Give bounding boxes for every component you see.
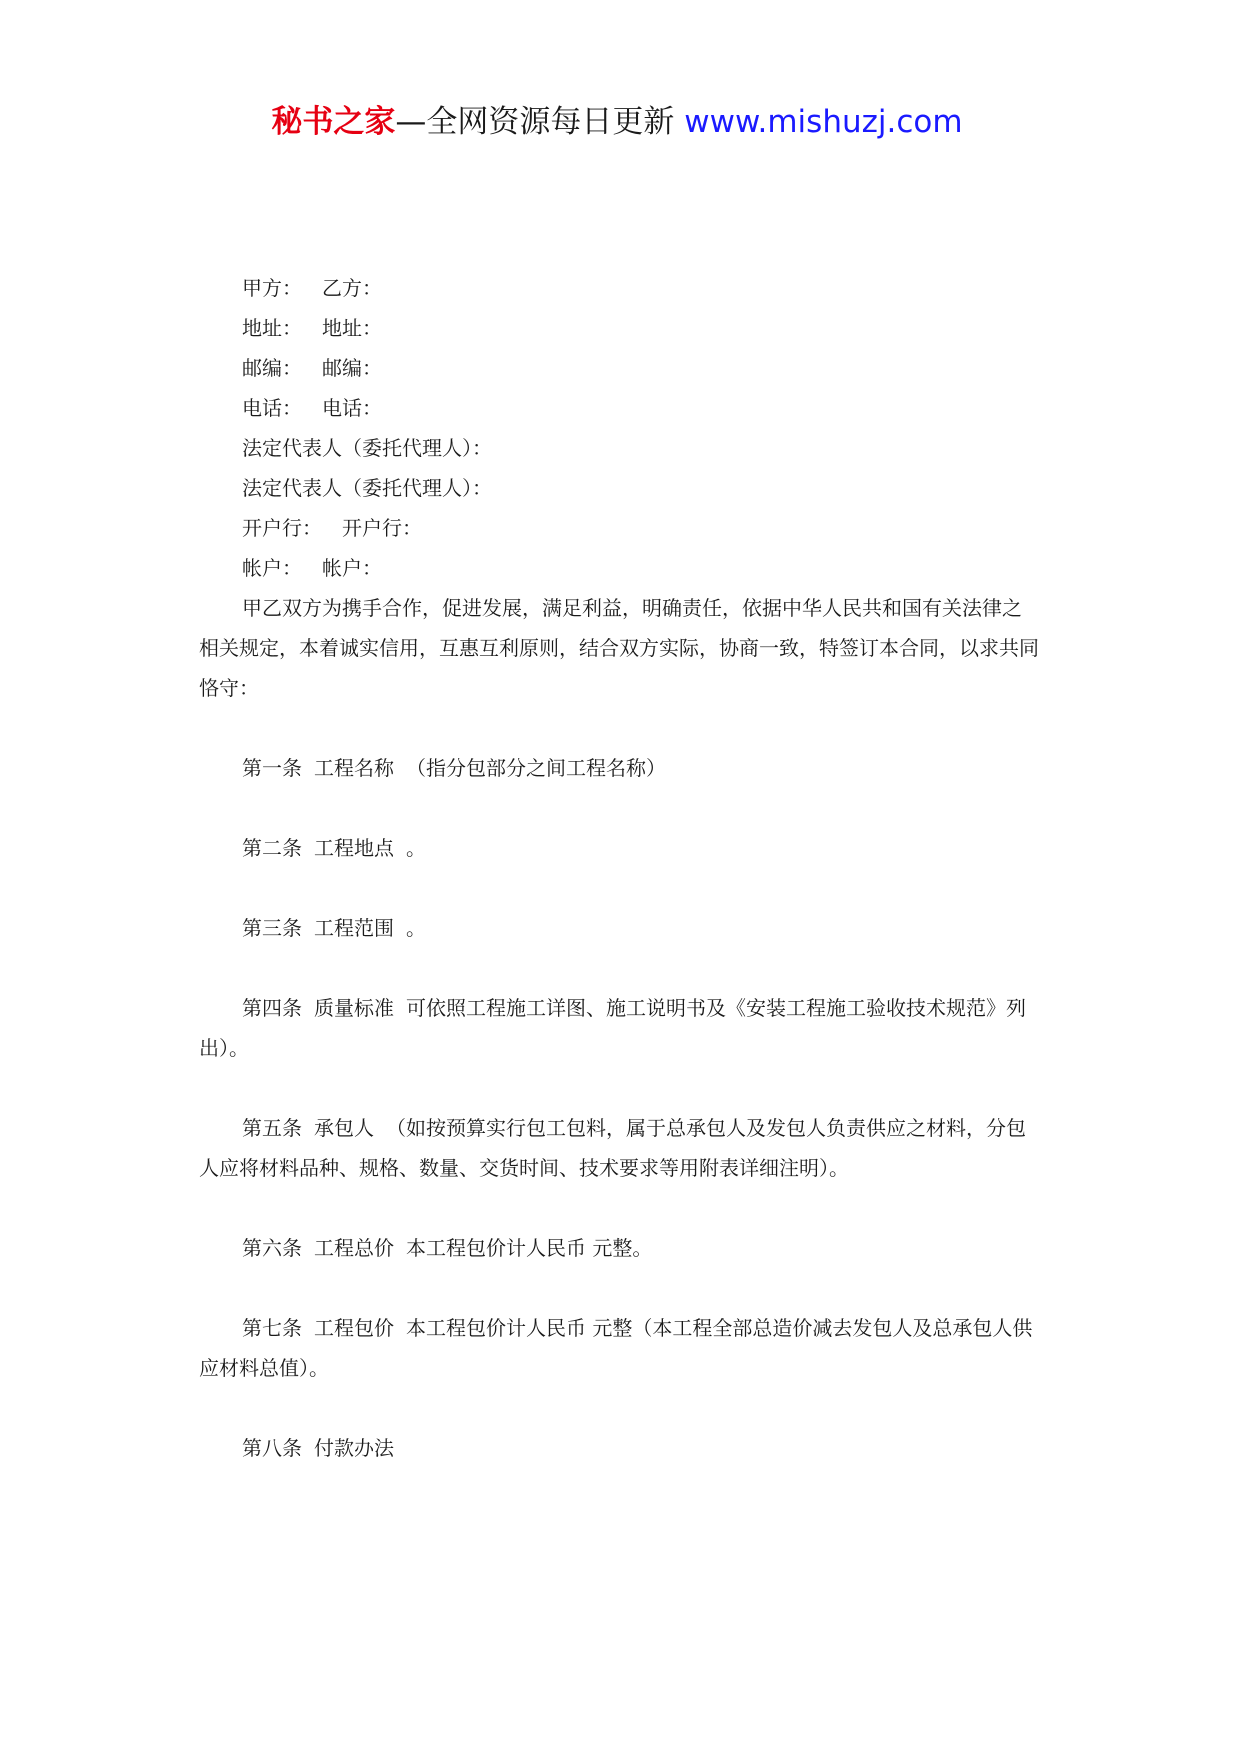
article-number: 第八条 [242, 1436, 302, 1460]
article-number: 第二条 [242, 836, 302, 860]
article-body: 。 [406, 836, 426, 860]
party-b-label: 邮编： [322, 356, 382, 380]
article-title: 工程范围 [314, 916, 394, 940]
party-b-label: 帐户： [322, 556, 382, 580]
party-line [199, 388, 1039, 428]
article-2 [199, 828, 1039, 868]
article-title: 工程名称 [314, 756, 394, 780]
article-title: 质量标准 [314, 996, 394, 1020]
brand-name: 秘书之家 [271, 104, 396, 140]
article-number: 第五条 [242, 1116, 302, 1140]
article-number: 第六条 [242, 1236, 302, 1260]
party-a-label: 甲方： [242, 276, 302, 300]
party-line [199, 548, 1039, 588]
article-4 [199, 988, 1039, 1068]
party-line [199, 428, 1039, 468]
article-body: 本工程包价计人民币 元整。 [406, 1236, 653, 1260]
article-title: 付款办法 [314, 1436, 394, 1460]
party-b-label: 电话： [322, 396, 382, 420]
party-b-label: 地址： [322, 316, 382, 340]
party-a-label: 电话： [242, 396, 302, 420]
page-header [0, 100, 1234, 144]
party-a-label: 地址： [242, 316, 302, 340]
party-line [199, 508, 1039, 548]
contract-body [199, 268, 1039, 1468]
party-a-label: 开户行： [242, 516, 322, 540]
party-a-label: 帐户： [242, 556, 302, 580]
article-body: （如按预算实行包工包料，属于总承包人及发包人负责供应之材料，分包人应将材料品种、规格、数量、交货时间、技术要求等用附表详细注明）。 [199, 1116, 1026, 1180]
article-body: 本工程包价计人民币 元整（本工程全部总造价减去发包人及总承包人供应材料总值）。 [199, 1316, 1033, 1380]
party-a-label: 法定代表人（委托代理人）： [242, 476, 492, 500]
article-number: 第七条 [242, 1316, 302, 1340]
article-1 [199, 748, 1039, 788]
party-b-label: 乙方： [322, 276, 382, 300]
article-5 [199, 1108, 1039, 1188]
article-number: 第三条 [242, 916, 302, 940]
article-8 [199, 1428, 1039, 1468]
article-title: 工程总价 [314, 1236, 394, 1260]
party-a-label: 法定代表人（委托代理人）： [242, 436, 492, 460]
preamble-paragraph: 甲乙双方为携手合作，促进发展，满足利益，明确责任，依据中华人民共和国有关法律之相关规定，本着诚实信用，互惠互利原则，结合双方实际，协商一致，特签订本合同，以求共同恪守： [199, 596, 1039, 700]
article-7 [199, 1308, 1039, 1388]
article-title: 承包人 [314, 1116, 374, 1140]
article-body: 。 [406, 916, 426, 940]
party-line [199, 468, 1039, 508]
article-body: （指分包部分之间工程名称） [406, 756, 666, 780]
party-line [199, 268, 1039, 308]
party-a-label: 邮编： [242, 356, 302, 380]
article-number: 第一条 [242, 756, 302, 780]
article-number: 第四条 [242, 996, 302, 1020]
article-title: 工程地点 [314, 836, 394, 860]
article-title: 工程包价 [314, 1316, 394, 1340]
header-url-link[interactable]: www.mishuzj.com [684, 104, 963, 140]
article-body: 可依照工程施工详图、施工说明书及《安装工程施工验收技术规范》列出）。 [199, 996, 1026, 1060]
party-b-label: 开户行： [342, 516, 422, 540]
party-line [199, 348, 1039, 388]
header-tagline: —全网资源每日更新 [395, 104, 685, 140]
party-line [199, 308, 1039, 348]
article-3 [199, 908, 1039, 948]
article-6 [199, 1228, 1039, 1268]
